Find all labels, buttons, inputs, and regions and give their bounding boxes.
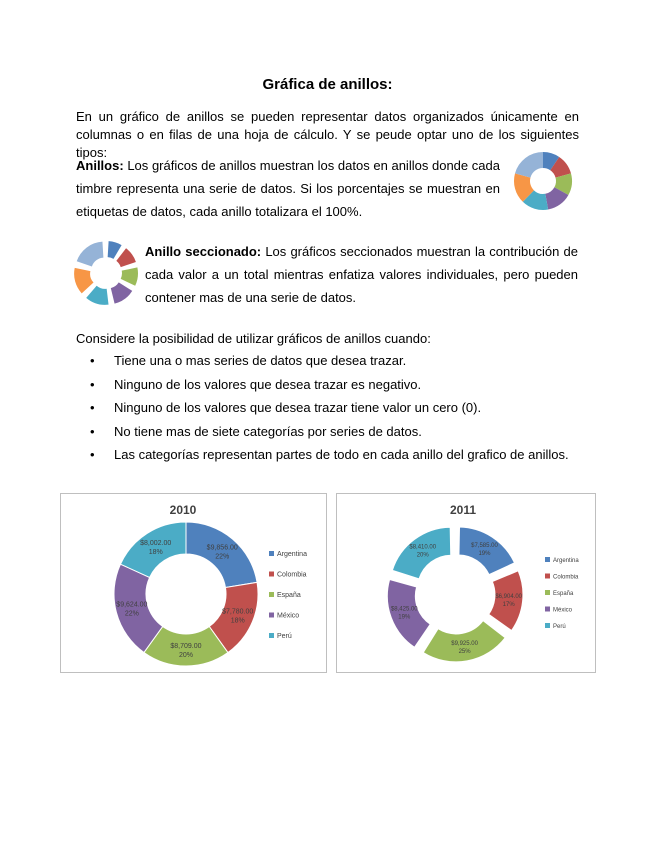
legend-swatch [545, 557, 550, 562]
icon-segment [111, 282, 132, 303]
icon-segment [108, 241, 122, 259]
slice-méxico [387, 580, 430, 648]
legend-entry: México [277, 612, 300, 620]
list-item [76, 446, 596, 470]
chart-2011-svg [337, 494, 595, 672]
legend-swatch [269, 551, 274, 556]
legend-swatch [545, 590, 550, 595]
legend-entry: Colombia [553, 574, 579, 581]
list-item [76, 399, 596, 423]
legend-entry: Perú [553, 624, 566, 630]
exploded-doughnut-icon [73, 240, 139, 306]
chart-title: 2011 [449, 503, 477, 517]
legend-swatch [269, 572, 274, 577]
legend-swatch [269, 592, 274, 597]
data-label: $8,002.00 18% [140, 539, 172, 556]
list-item [76, 376, 596, 400]
legend-swatch [269, 613, 274, 618]
doughnut-icon [510, 148, 576, 214]
chart-2010 [60, 493, 327, 673]
anillos-term: Anillos: [76, 158, 124, 173]
list-item-text: No tiene mas de siete categorías por series de datos. [114, 423, 422, 439]
seccionado-description: Los gráficos seccionados muestran la contribución de cada valor a un total mientras enfatiza valores individuales, pero pueden contener mas de una serie de datos. [145, 244, 578, 305]
data-label: $9,925.00 25% [451, 641, 478, 656]
data-label: $6,904.00 17% [495, 593, 523, 608]
slice-colombia [489, 571, 523, 631]
bullet-icon: • [90, 353, 95, 368]
consider-paragraph: Considere la posibilidad de utilizar gráficos de anillos cuando: [76, 331, 431, 346]
data-label: $7,780.00 18% [222, 608, 254, 625]
bullet-list [76, 352, 596, 470]
bullet-icon: • [90, 376, 95, 392]
bullet-icon: • [90, 447, 95, 462]
chart-2011 [336, 493, 596, 673]
icon-segment [77, 242, 104, 267]
data-label: $7,585.00 19% [471, 542, 498, 557]
list-item-text: Tiene una o mas series de datos que desea trazar. [114, 353, 407, 368]
legend-swatch [545, 607, 550, 612]
data-label: $9,856.00 22% [206, 544, 238, 561]
list-item [76, 352, 596, 376]
legend-swatch [545, 574, 550, 579]
legend-swatch [545, 623, 550, 628]
bullet-icon: • [90, 423, 95, 439]
legend-entry: Colombia [277, 571, 307, 579]
legend-entry: Argentina [277, 551, 307, 558]
data-label: $8,425.00 19% [390, 606, 418, 621]
chart-title: 2010 [169, 503, 197, 517]
chart-2010-svg [61, 494, 326, 672]
bullet-icon: • [90, 400, 95, 415]
legend-entry: Argentina [553, 558, 579, 564]
data-label: $9,624.00 22% [116, 601, 148, 618]
list-item-text: Ninguno de los valores que desea trazar tiene valor un cero (0). [114, 400, 482, 415]
anillos-paragraph [76, 154, 500, 223]
legend-entry: México [553, 607, 573, 614]
legend-entry: España [553, 591, 574, 597]
data-label: $8,709.00 20% [170, 643, 202, 659]
seccionado-term: Anillo seccionado: [145, 244, 262, 259]
legend-swatch [269, 633, 274, 638]
icon-segment [121, 267, 138, 285]
legend-entry: Perú [277, 633, 292, 640]
list-item [76, 423, 596, 447]
icon-segment [515, 152, 543, 178]
icon-segment [86, 286, 108, 305]
intro-paragraph: En un gráfico de anillos se pueden representar datos organizados únicamente en columnas o en filas de una hoja de cálculo. Y se peude optar uno de los siguientes tipos: [76, 109, 579, 160]
list-item-text: Las categorías representan partes de todo en cada anillo del grafico de anillos. [114, 447, 569, 462]
list-item-text: Ninguno de los valores que desea trazar es negativo. [114, 376, 422, 392]
icon-segment [74, 268, 93, 294]
seccionado-paragraph [145, 240, 578, 309]
icon-segment [116, 248, 136, 267]
legend-entry: España [277, 592, 301, 599]
page-title: Gráfica de anillos: [262, 76, 393, 93]
anillos-description: Los gráficos de anillos muestran los datos en anillos donde cada timbre representa una serie de datos. Si los porcentajes se muestran en etiquetas de datos, cada anillo totalizara el 100%. [76, 158, 500, 219]
data-label: $8,410.00 20% [409, 544, 437, 559]
